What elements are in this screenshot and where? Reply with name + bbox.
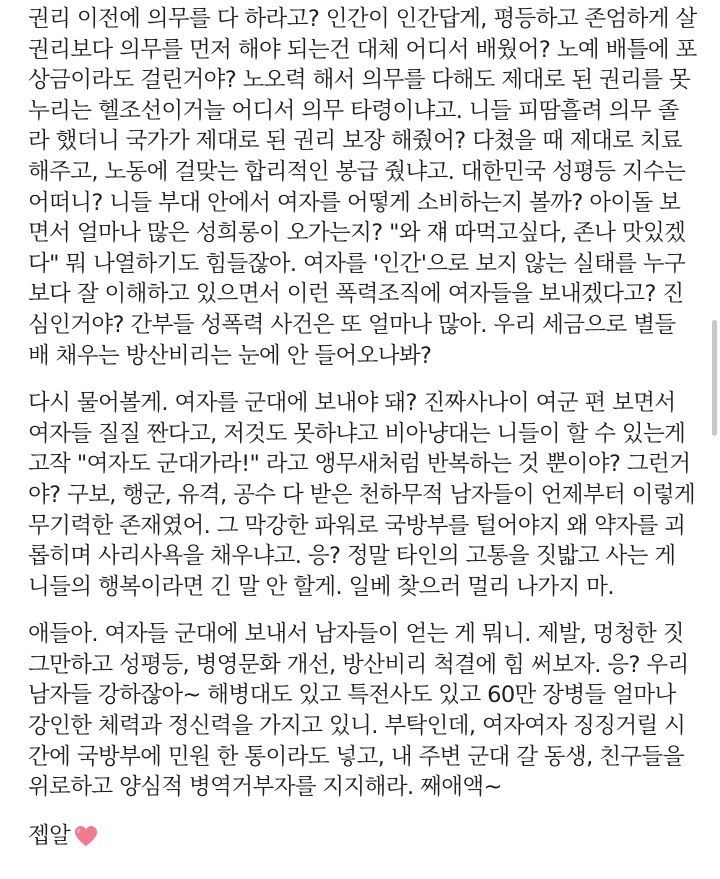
text-line: 위로하고 양심적 병역거부자를 지지해라. 째애액~ xyxy=(28,774,502,801)
paragraph-2 xyxy=(28,388,712,602)
text-line: 배 채우는 방산비리는 눈에 안 들어오나봐? xyxy=(28,342,432,369)
text-line: 권리보다 의무를 먼저 해야 되는건 대체 어디서 배웠어? 노예 배틀에 포 xyxy=(28,36,697,63)
text-line: 여자들 질질 짠다고, 저것도 못하냐고 비아냥대는 니들이 할 수 있는게 xyxy=(28,420,686,447)
text-line: 상금이라도 걸린거야? 노오력 해서 의무를 다해도 제대로 된 권리를 못 xyxy=(28,67,691,94)
text-line: 다시 물어볼게. 여자를 군대에 보내야 돼? 진짜사나이 여군 편 보면서 xyxy=(28,390,676,417)
text-line: 라 했더니 국가가 제대로 된 권리 보장 해줬어? 다쳤을 때 제대로 치료 xyxy=(28,128,683,155)
text-line: 롭히며 사리사욕을 채우냐고. 응? 정말 타인의 고통을 짓밟고 사는 게 xyxy=(28,543,676,570)
text-line: 그만하고 성평등, 병영문화 개선, 방산비리 척결에 힘 써보자. 응? 우리 xyxy=(28,651,689,678)
text-line: 보다 잘 이해하고 있으면서 이런 폭력조직에 여자들을 보내겠다고? 진 xyxy=(28,281,684,308)
post-body xyxy=(28,4,712,852)
text-line: 심인거야? 간부들 성폭력 사건은 또 얼마나 많아. 우리 세금으로 별들 xyxy=(28,311,676,338)
text-line: 간에 국방부에 민원 한 통이라도 넣고, 내 주변 군대 갈 동생, 친구들을 xyxy=(28,743,684,770)
text-line: 다" 뭐 나열하기도 힘들잖아. 여자를 '인간'으로 보지 않는 실태를 누구 xyxy=(28,250,686,277)
text-line: 애들아. 여자들 군대에 보내서 남자들이 얻는 게 뭐니. 제발, 멍청한 짓 xyxy=(28,621,684,648)
text-line: 권리 이전에 의무를 다 하라고? 인간이 인간답게, 평등하고 존엄하게 살 xyxy=(28,6,697,32)
paragraph-1 xyxy=(28,4,712,371)
paragraph-3 xyxy=(28,619,712,803)
signature-text: 젭알 xyxy=(28,822,71,849)
scrollbar-thumb[interactable] xyxy=(712,320,717,436)
text-line: 남자들 강하잖아~ 해병대도 있고 특전사도 있고 60만 장병들 얼마나 xyxy=(28,682,676,709)
text-line: 누리는 헬조선이거늘 어디서 의무 타령이냐고. 니들 피땀흘려 의무 졸 xyxy=(28,97,679,124)
text-line: 강인한 체력과 정신력을 가지고 있니. 부탁인데, 여자여자 징징거릴 시 xyxy=(28,713,686,740)
text-line: 야? 구보, 행군, 유격, 공수 다 받은 천하무적 남자들이 언제부터 이렇게 xyxy=(28,481,696,508)
text-line: 면서 얼마나 많은 성희롱이 오가는지? "와 쟤 따먹고싶다, 존나 맛있겠 xyxy=(28,220,686,247)
signature xyxy=(28,820,712,852)
text-line: 무기력한 존재였어. 그 막강한 파워로 국방부를 털어야지 왜 약자를 괴 xyxy=(28,512,686,539)
heart-icon xyxy=(73,824,99,848)
text-line: 니들의 행복이라면 긴 말 안 할게. 일베 찾으러 멀리 나가지 마. xyxy=(28,573,614,600)
text-line: 해주고, 노동에 걸맞는 합리적인 봉급 줬냐고. 대한민국 성평등 지수는 xyxy=(28,158,686,185)
text-line: 고작 "여자도 군대가라!" 라고 앵무새처럼 반복하는 것 뿐이야? 그런거 xyxy=(28,451,691,478)
text-line: 어떠니? 니들 부대 안에서 여자를 어떻게 소비하는지 볼까? 아이돌 보 xyxy=(28,189,681,216)
